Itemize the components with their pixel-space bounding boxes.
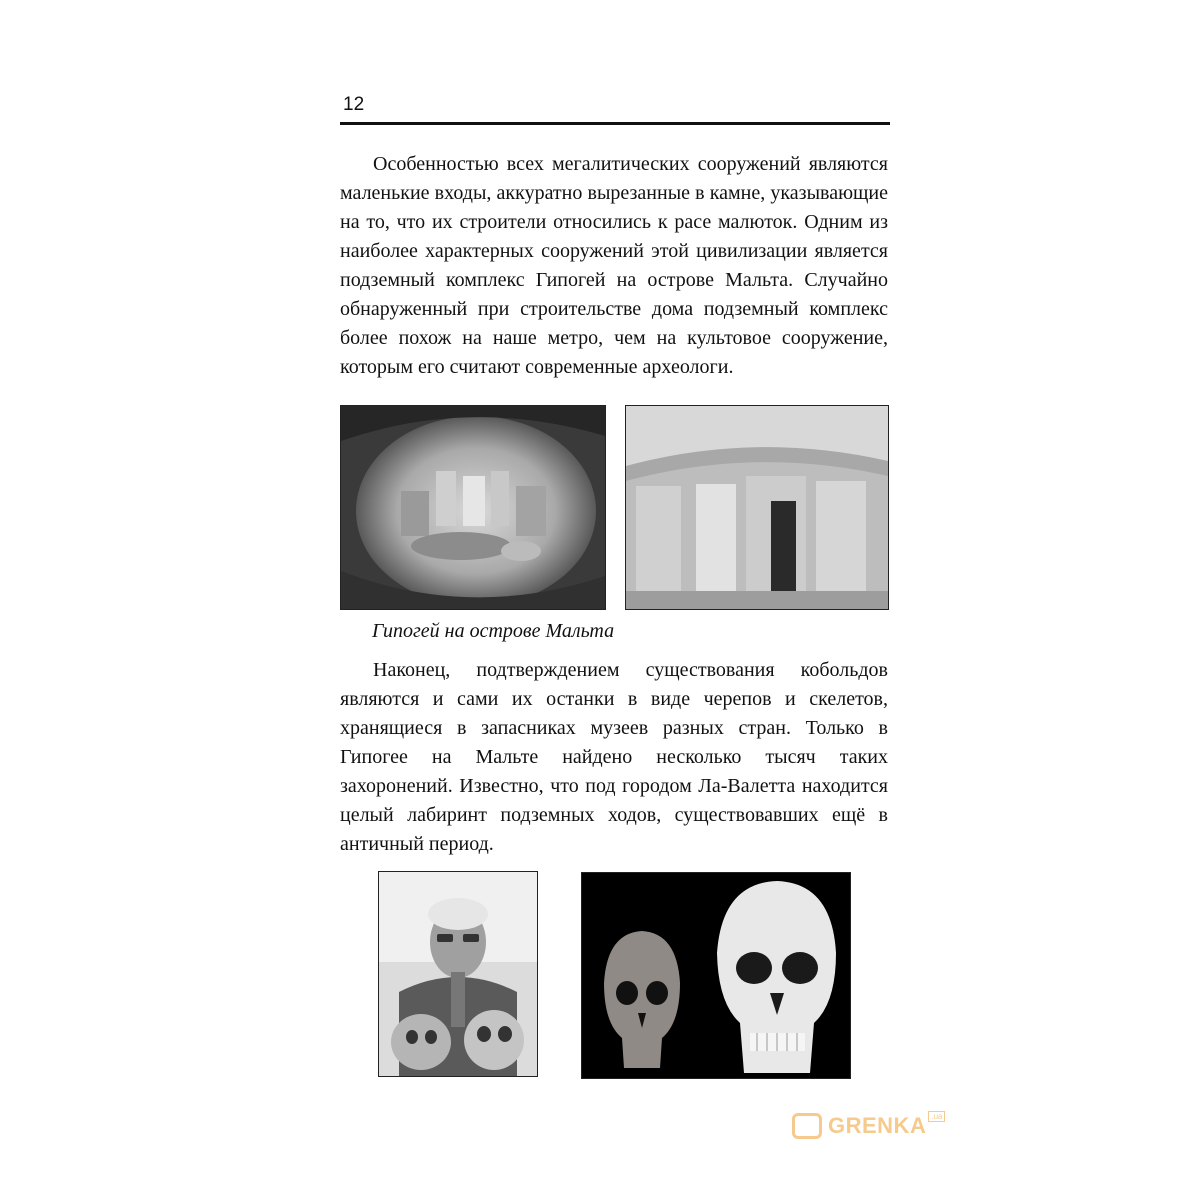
- header-rule: [340, 122, 890, 125]
- grenka-watermark: [792, 1113, 949, 1139]
- hypogeum-doorway-photo: [625, 405, 889, 610]
- photo-caption: Гипогей на острове Мальта: [372, 620, 615, 642]
- paragraph-kobolds: Наконец, подтверждением существования кобольдов являются и сами их останки в виде черепов и скелетов, хранящиеся в запасниках музеев разных стран. Только в Гипогее на Мальте найдено несколько тысяч таких захоронений. Известно, что под городом Ла-Валетта находится целый лабиринт подземных ходов, существовавших ещё в античный период.: [340, 659, 888, 855]
- hypogeum-chamber-photo: [340, 405, 606, 610]
- scientist-with-skulls-photo: [378, 871, 538, 1077]
- skulls-comparison-photo: [581, 872, 851, 1079]
- watermark-suffix: .ua: [928, 1111, 945, 1122]
- grenka-logo-icon: [792, 1113, 822, 1139]
- watermark-text: GRENKA: [828, 1113, 927, 1138]
- paragraph-intro: Особенностью всех мегалитических сооружений являются маленькие входы, аккуратно вырезанные в камне, указывающие на то, что их строители относились к расе малюток. Одним из наиболее характерных сооружений этой цивилизации является подземный комплекс Гипогей на острове Мальта. Случайно обнаруженный при строительстве дома подземный комплекс более похож на наше метро, чем на культовое сооружение, которым его считают современные археологи.: [340, 153, 888, 378]
- page-number: 12: [343, 94, 365, 115]
